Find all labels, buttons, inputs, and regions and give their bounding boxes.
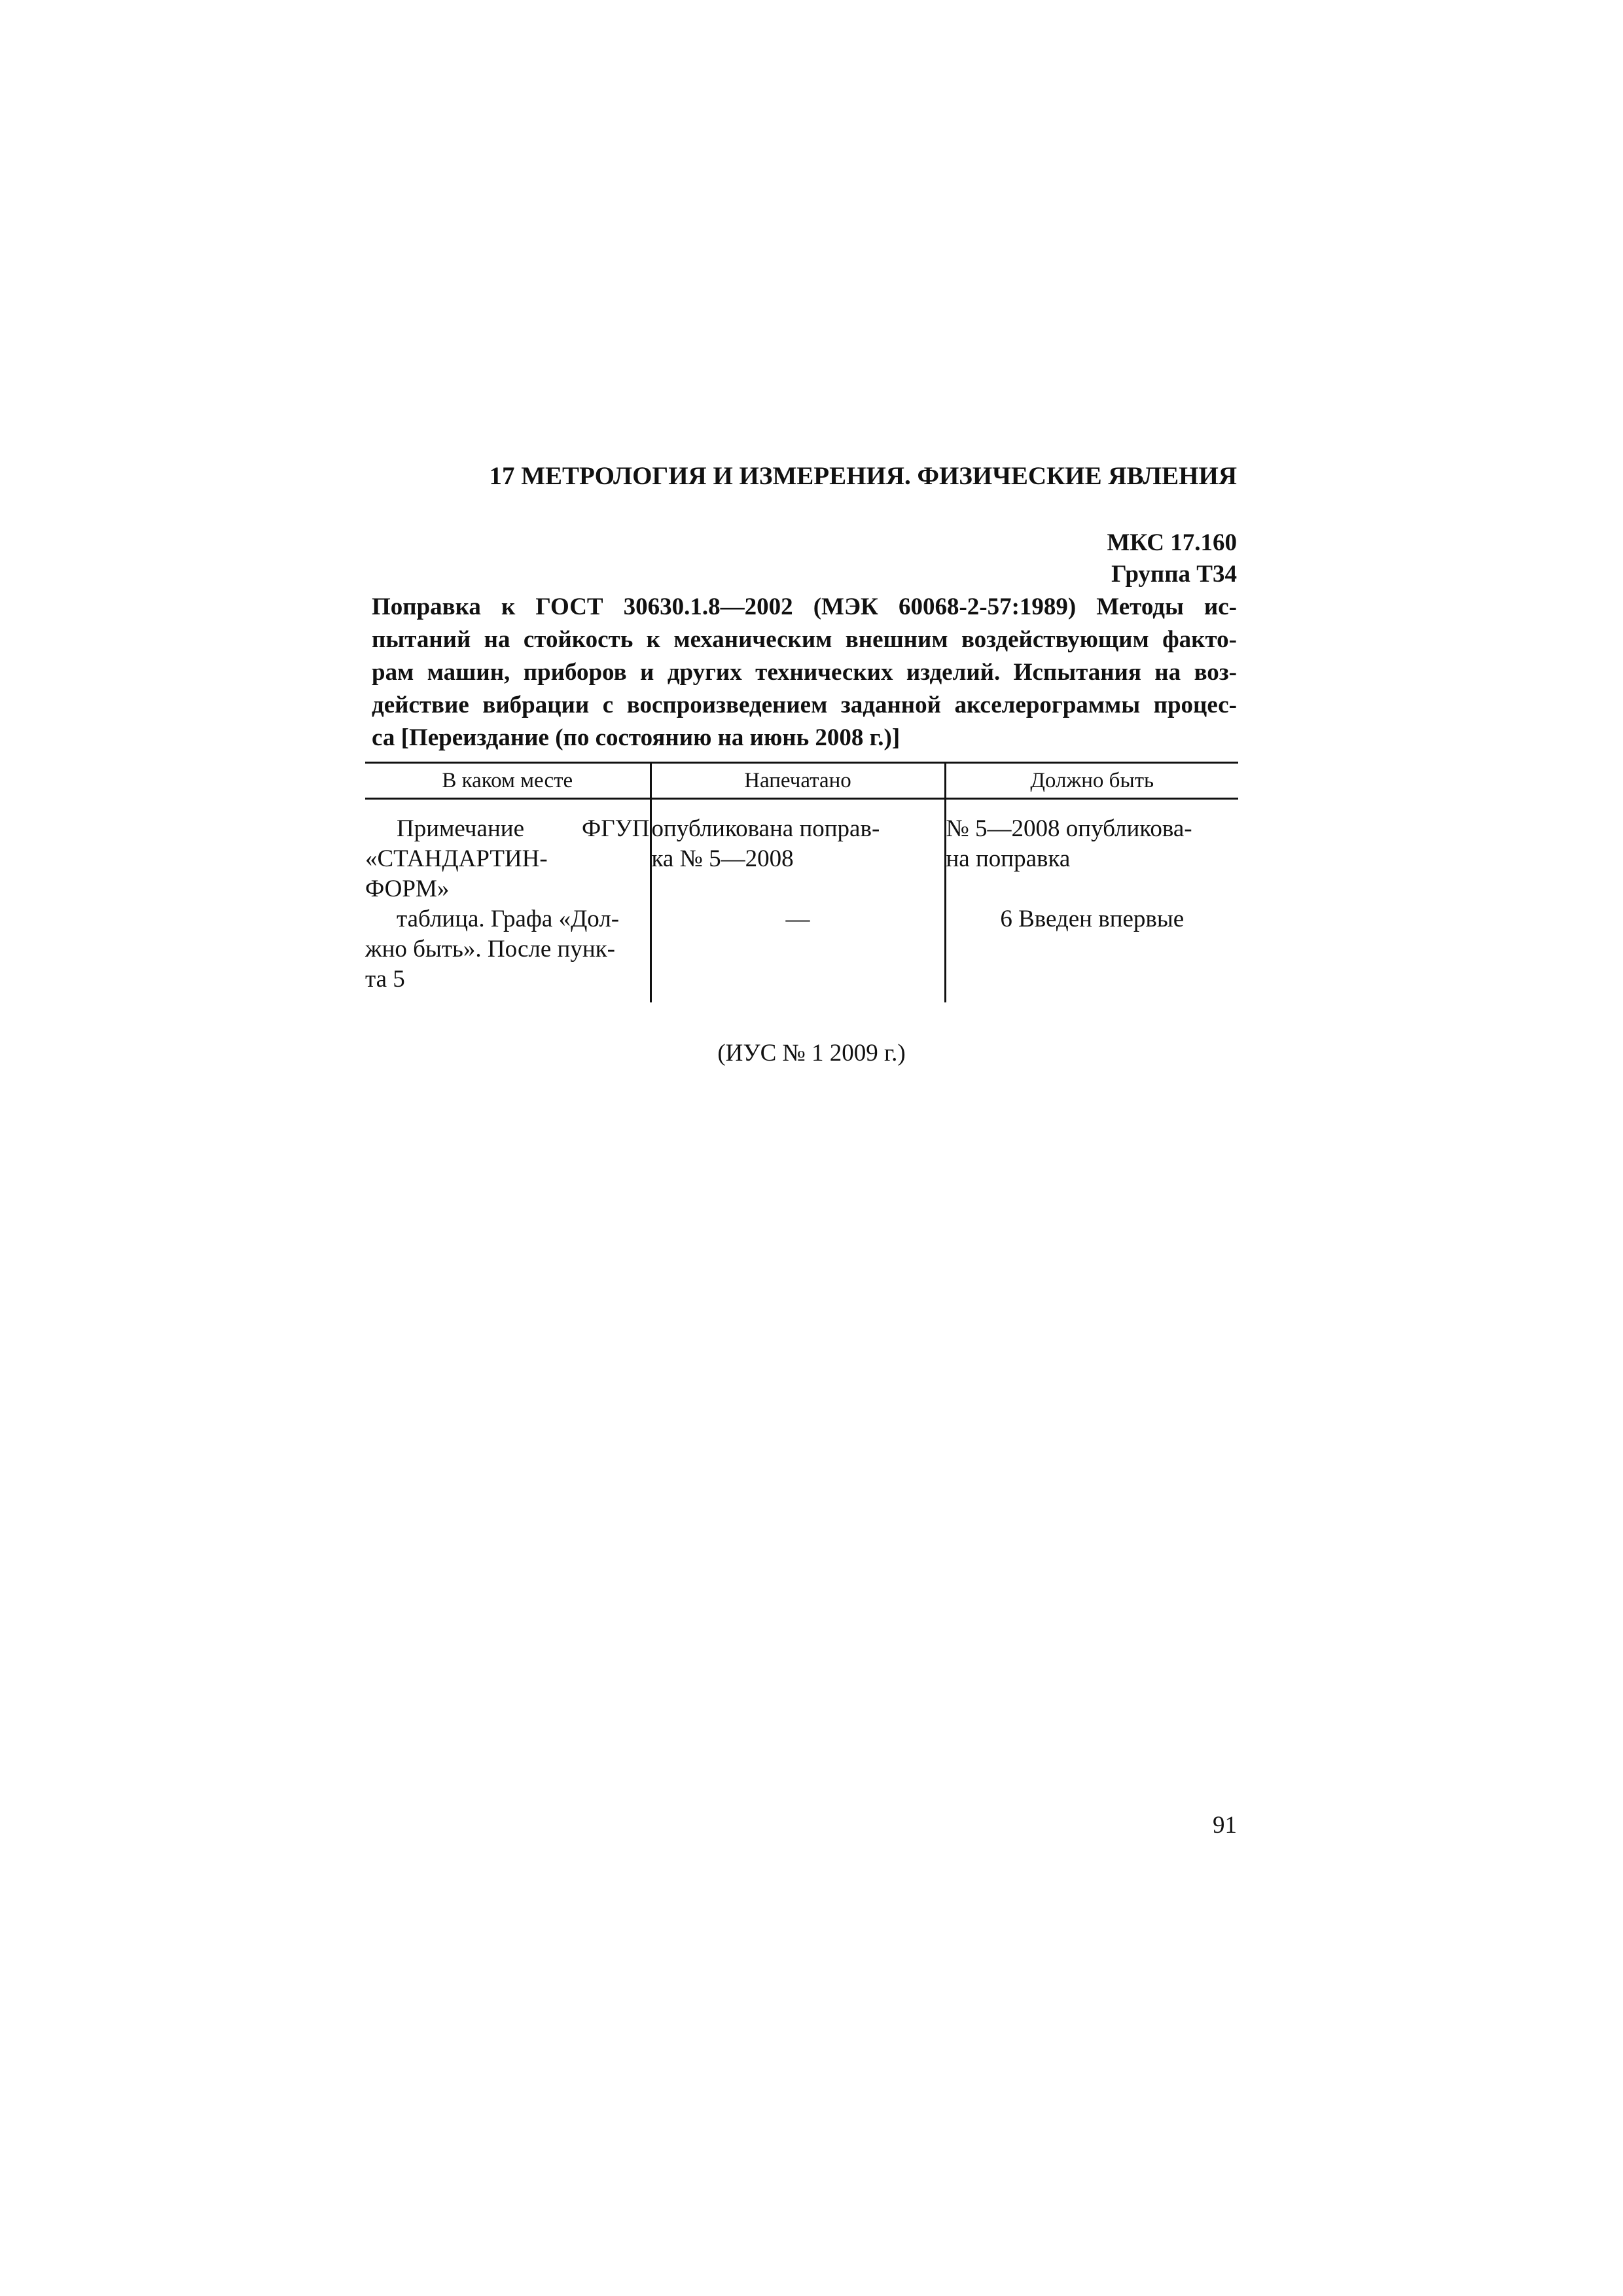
header-printed: Напечатано xyxy=(651,763,945,799)
mks-code: МКС 17.160 xyxy=(1107,529,1237,556)
cell-where xyxy=(365,799,651,905)
cell-should-be xyxy=(945,904,1238,1002)
amendment-title xyxy=(372,591,1237,754)
ius-note: (ИУС № 1 2009 г.) xyxy=(717,1040,906,1067)
group-code: Группа Т34 xyxy=(1111,561,1237,588)
cell-printed xyxy=(651,799,945,905)
amendment-title-line: са [Переиздание (по состоянию на июнь 2008 г.)] xyxy=(372,724,901,751)
amendment-title-line: рам машин, приборов и других технических изделий. Испытания на воз- xyxy=(372,659,1237,686)
cell-text: 6 Введен впервые xyxy=(1000,906,1185,932)
amendment-title-line: Поправка к ГОСТ 30630.1.8—2002 (МЭК 60068-2-57:1989) Методы ис- xyxy=(372,593,1237,620)
cell-should-be xyxy=(945,799,1238,905)
amendment-title-line: действие вибрации с воспроизведением заданной акселерограммы процес- xyxy=(372,692,1237,718)
cell-text: на поправка xyxy=(946,845,1071,872)
classification-codes xyxy=(916,527,1237,590)
section-heading: 17 МЕТРОЛОГИЯ И ИЗМЕРЕНИЯ. ФИЗИЧЕСКИЕ ЯВЛЕНИЯ xyxy=(489,462,1237,490)
cell-text: опубликована поправ- xyxy=(651,815,880,842)
page-number: 91 xyxy=(1213,1812,1237,1839)
cell-text: та 5 xyxy=(365,966,405,993)
cell-text: ка № 5—2008 xyxy=(651,845,794,872)
cell-printed xyxy=(651,904,945,1002)
table-row xyxy=(365,904,1238,1002)
table-row xyxy=(365,799,1238,905)
corrections-table xyxy=(365,762,1238,1002)
cell-text: жно быть». После пунк- xyxy=(365,936,615,963)
header-where: В каком месте xyxy=(365,763,651,799)
amendment-title-line: пытаний на стойкость к механическим внешним воздействующим факто- xyxy=(372,626,1237,653)
cell-text: — xyxy=(785,906,810,932)
cell-text: Примечание ФГУП xyxy=(397,815,650,842)
table-header-row xyxy=(365,763,1238,799)
cell-text: № 5—2008 опубликова- xyxy=(946,815,1192,842)
cell-text: «СТАНДАРТИН- xyxy=(365,845,548,872)
cell-where xyxy=(365,904,651,1002)
corrections-table-wrapper xyxy=(365,762,1238,1002)
cell-text: ФОРМ» xyxy=(365,875,450,902)
cell-text: таблица. Графа «Дол- xyxy=(397,906,620,932)
header-should-be: Должно быть xyxy=(945,763,1238,799)
